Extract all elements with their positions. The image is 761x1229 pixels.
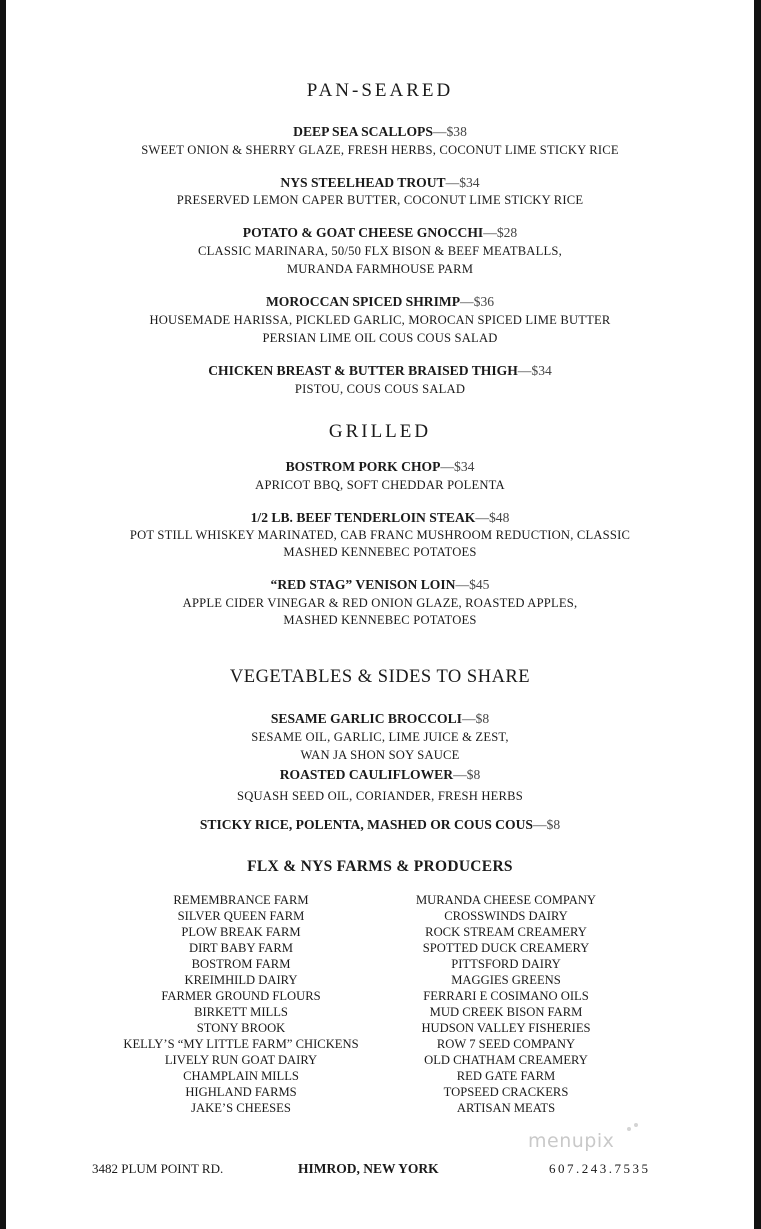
farm-list-item: CHAMPLAIN MILLS [183, 1069, 299, 1083]
menu-item-description: PISTOU, COUS COUS SALAD [294, 382, 466, 396]
footer-address: 3482 PLUM POINT RD. [92, 1161, 224, 1176]
farm-list-item: REMEMBRANCE FARM [173, 893, 309, 907]
farm-list-item: STONY BROOK [196, 1021, 286, 1035]
menu-item-description: PRESERVED LEMON CAPER BUTTER, COCONUT LIME STICKY RICE [176, 193, 584, 207]
menu-item-description: POT STILL WHISKEY MARINATED, CAB FRANC MUSHROOM REDUCTION, CLASSIC [129, 528, 631, 542]
farm-list-item: SPOTTED DUCK CREAMERY [422, 941, 590, 955]
menu-item-name: STICKY RICE, POLENTA, MASHED OR COUS COUS [199, 817, 533, 832]
farm-list-item: PLOW BREAK FARM [181, 925, 301, 939]
farm-list-item: LIVELY RUN GOAT DAIRY [164, 1053, 318, 1067]
menu-item-title [6, 124, 754, 140]
farm-list-item: KELLY’S “MY LITTLE FARM” CHICKENS [123, 1037, 359, 1051]
farm-list-item: KREIMHILD DAIRY [184, 973, 298, 987]
menu-item-name: SESAME GARLIC BROCCOLI [270, 711, 462, 726]
menu-item-name: MOROCCAN SPICED SHRIMP [265, 294, 461, 309]
footer-city: HIMROD, NEW YORK [298, 1161, 439, 1176]
menu-item-title [6, 510, 754, 526]
menu-item-title [6, 225, 754, 241]
section-title-pan-seared: PAN-SEARED [306, 80, 454, 101]
menu-item-price: —$48 [475, 510, 510, 525]
menupix-watermark [528, 1130, 638, 1156]
farm-list-item: BIRKETT MILLS [194, 1005, 288, 1019]
farms-title: FLX & NYS FARMS & PRODUCERS [247, 858, 513, 875]
menu-item-description: MASHED KENNEBEC POTATOES [283, 613, 477, 627]
farm-list-right [356, 892, 656, 1116]
farm-list-item: ROW 7 SEED COMPANY [436, 1037, 576, 1051]
menu-item-description: SQUASH SEED OIL, CORIANDER, FRESH HERBS [237, 789, 523, 803]
menu-item-title [6, 294, 754, 310]
menu-item-name: ROASTED CAULIFLOWER [279, 767, 454, 782]
farm-list-item: OLD CHATHAM CREAMERY [424, 1053, 588, 1067]
farm-list-item: JAKE’S CHEESES [191, 1101, 291, 1115]
menu-item-name: CHICKEN BREAST & BUTTER BRAISED THIGH [208, 363, 518, 378]
menu-item-title [6, 175, 754, 191]
menu-item-name: 1/2 LB. BEEF TENDERLOIN STEAK [250, 510, 476, 525]
farm-list-item: SILVER QUEEN FARM [177, 909, 305, 923]
menu-page [6, 0, 754, 1229]
section-title-sides: VEGETABLES & SIDES TO SHARE [229, 667, 531, 687]
menu-item-name: “RED STAG” VENISON LOIN [270, 577, 456, 592]
menu-item-description: MURANDA FARMHOUSE PARM [286, 262, 474, 276]
farm-list-item: CROSSWINDS DAIRY [444, 909, 568, 923]
farm-list-item: DIRT BABY FARM [189, 941, 293, 955]
menu-item-description: APRICOT BBQ, SOFT CHEDDAR POLENTA [255, 478, 505, 492]
menu-item-price: —$36 [460, 294, 495, 309]
menu-item-title [6, 577, 754, 593]
menu-item-title [6, 711, 754, 727]
section-title-grilled: GRILLED [328, 421, 432, 442]
farm-list-item: MUD CREEK BISON FARM [429, 1005, 583, 1019]
menu-item-price: —$8 [532, 817, 561, 832]
menu-item-name: NYS STEELHEAD TROUT [280, 175, 446, 190]
farm-list-item: HUDSON VALLEY FISHERIES [421, 1021, 591, 1035]
farm-list-item: ROCK STREAM CREAMERY [425, 925, 587, 939]
farm-list-item: PITTSFORD DAIRY [451, 957, 561, 971]
menu-item-name: BOSTROM PORK CHOP [285, 459, 441, 474]
footer-phone: 607.243.7535 [549, 1161, 651, 1176]
menu-item-title [6, 817, 754, 833]
menu-item-name: POTATO & GOAT CHEESE GNOCCHI [242, 225, 484, 240]
farm-list-item: HIGHLAND FARMS [185, 1085, 297, 1099]
sparkle-icon [626, 1122, 640, 1132]
menu-item-description: HOUSEMADE HARISSA, PICKLED GARLIC, MOROCAN SPICED LIME BUTTER [149, 313, 611, 327]
farm-list-item: RED GATE FARM [456, 1069, 556, 1083]
menu-item-description: PERSIAN LIME OIL COUS COUS SALAD [262, 331, 498, 345]
farm-list-item: ARTISAN MEATS [456, 1101, 556, 1115]
menu-item-title [6, 767, 754, 783]
farm-list-left [91, 892, 391, 1116]
farm-list-item: MAGGIES GREENS [451, 973, 561, 987]
menu-item-price: —$34 [445, 175, 480, 190]
menu-item-description: MASHED KENNEBEC POTATOES [283, 545, 477, 559]
menu-item-description: SWEET ONION & SHERRY GLAZE, FRESH HERBS, COCONUT LIME STICKY RICE [141, 143, 619, 157]
menu-item-title [6, 363, 754, 379]
menu-item-description: CLASSIC MARINARA, 50/50 FLX BISON & BEEF MEATBALLS, [198, 244, 562, 258]
menu-item-title [6, 459, 754, 475]
menu-item-description: APPLE CIDER VINEGAR & RED ONION GLAZE, ROASTED APPLES, [182, 596, 578, 610]
menu-item-name: DEEP SEA SCALLOPS [293, 124, 433, 139]
watermark-text: menupix [528, 1130, 615, 1152]
menu-item-price: —$34 [440, 459, 475, 474]
farm-list-item: MURANDA CHEESE COMPANY [415, 893, 597, 907]
menu-item-price: —$34 [517, 363, 552, 378]
menu-item-price: —$8 [461, 711, 490, 726]
menu-item-price: —$38 [432, 124, 467, 139]
menu-item-price: —$28 [483, 225, 518, 240]
menu-item-price: —$8 [453, 767, 481, 782]
farm-list-item: FERRARI E COSIMANO OILS [423, 989, 589, 1003]
farm-list-item: BOSTROM FARM [191, 957, 291, 971]
menu-item-price: —$45 [455, 577, 490, 592]
menu-item-description: SESAME OIL, GARLIC, LIME JUICE & ZEST, [251, 730, 509, 744]
farm-list-item: FARMER GROUND FLOURS [161, 989, 321, 1003]
farm-list-item: TOPSEED CRACKERS [443, 1085, 569, 1099]
menu-item-description: WAN JA SHON SOY SAUCE [300, 748, 460, 762]
